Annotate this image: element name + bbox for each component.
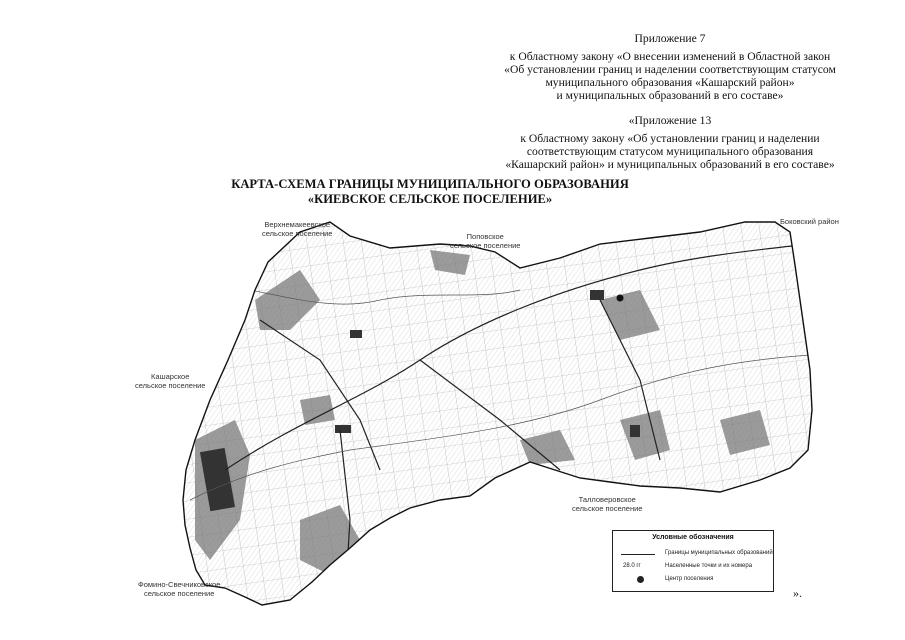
neighbor-label-popovskoe: Поповское сельское поселение: [450, 232, 521, 250]
legend-item-label: Центр поселения: [665, 576, 714, 582]
annex-7-line: «Об установлении границ и наделении соответствующим статусом: [504, 63, 836, 76]
boundary-line-icon: [619, 549, 659, 559]
map-title-line-2: «КИЕВСКОЕ СЕЛЬСКОЕ ПОСЕЛЕНИЕ»: [307, 192, 553, 206]
annex-7-line: и муниципальных образований в его составе»: [556, 89, 784, 102]
legend-title: Условные обозначения: [652, 534, 734, 541]
legend-item-label: Населенные точки и их номера: [665, 563, 753, 569]
map-legend: [612, 530, 774, 592]
settlement-center-icon: [619, 575, 659, 585]
map-title-line-1: КАРТА-СХЕМА ГРАНИЦЫ МУНИЦИПАЛЬНОГО ОБРАЗОВАНИЯ: [231, 177, 629, 191]
neighbor-label-bokovskiy: Боковский район: [780, 217, 839, 226]
annex-7-line: к Областному закону «О внесении изменений в Областной закон: [509, 50, 831, 63]
annex-13-line: к Областному закону «Об установлении границ и наделении: [520, 132, 820, 145]
neighbor-label-fomino: Фомино-Свечниковское сельское поселение: [138, 580, 221, 598]
neighbor-label-talovskoe: Талловеровское сельское поселение: [572, 495, 643, 513]
closing-quote: ».: [793, 586, 802, 600]
neighbor-label-verkhnemakeevskoe: Верхнемакеевское сельское поселение: [262, 220, 333, 238]
legend-item-elevation: [613, 562, 773, 572]
settlement-center-marker: [617, 295, 624, 302]
legend-item-center: [613, 575, 773, 585]
legend-item-boundary: [613, 549, 773, 559]
elevation-mark-icon: 28.0 гг: [623, 563, 641, 569]
annex-13-line: «Кашарский район» и муниципальных образований в его составе»: [505, 158, 835, 171]
legend-item-label: Границы муниципальных образований: [665, 550, 773, 556]
annex-13-line: соответствующим статусом муниципального образования: [526, 145, 814, 158]
neighbor-label-kasharskoe: Кашарское сельское поселение: [135, 372, 206, 390]
annex-7-line: муниципального образования «Кашарский район»: [545, 76, 795, 89]
annex-7-heading: Приложение 7: [634, 32, 706, 45]
annex-13-heading: «Приложение 13: [628, 114, 712, 127]
